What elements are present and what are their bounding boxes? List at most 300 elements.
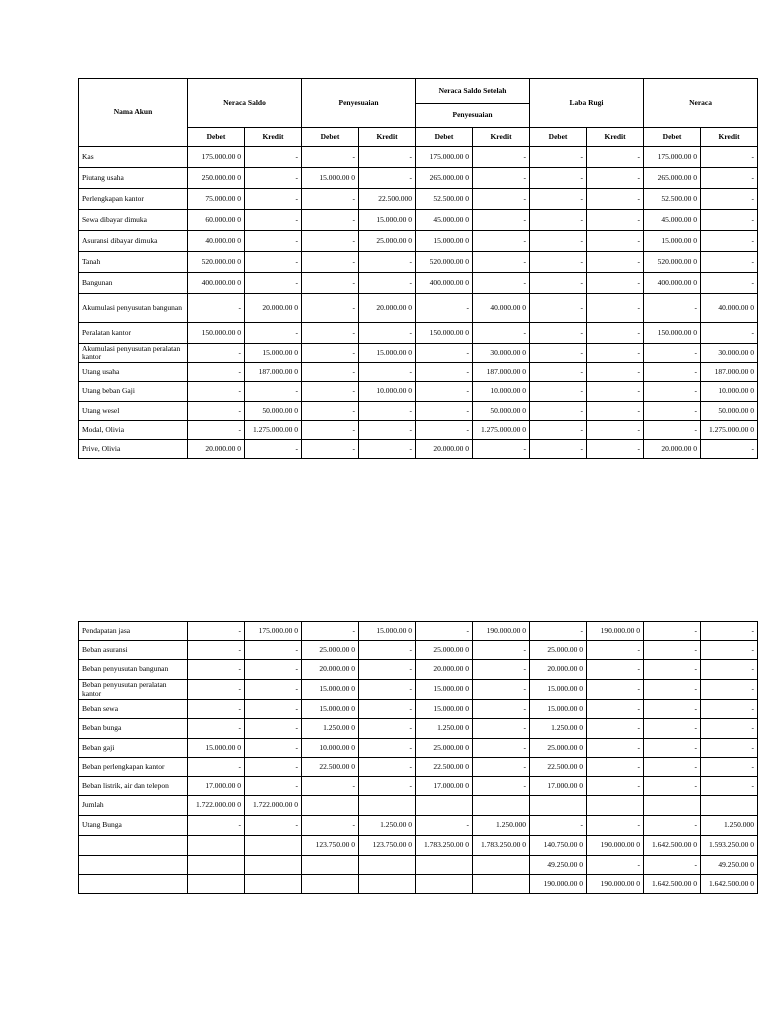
- amount-cell: -: [644, 660, 701, 680]
- amount-cell: -: [473, 252, 530, 273]
- amount-cell: -: [302, 323, 359, 344]
- amount-cell: -: [188, 382, 245, 402]
- amount-cell: -: [302, 252, 359, 273]
- amount-cell: 1.275.000.00 0: [245, 421, 302, 440]
- account-name: Beban gaji: [79, 739, 188, 758]
- amount-cell: -: [473, 777, 530, 796]
- amount-cell: 20.000.00 0: [302, 660, 359, 680]
- amount-cell: -: [245, 660, 302, 680]
- amount-cell: -: [245, 641, 302, 660]
- amount-cell: -: [587, 252, 644, 273]
- amount-cell: -: [701, 680, 758, 700]
- amount-cell: -: [473, 231, 530, 252]
- amount-cell: 123.750.00 0: [359, 836, 416, 856]
- amount-cell: -: [359, 440, 416, 459]
- amount-cell: -: [473, 147, 530, 168]
- amount-cell: -: [359, 363, 416, 382]
- amount-cell: 15.000.00 0: [359, 344, 416, 363]
- amount-cell: -: [587, 382, 644, 402]
- header-debet: Debet: [644, 128, 701, 147]
- amount-cell: -: [644, 719, 701, 739]
- account-name: Akumulasi penyusutan bangunan: [79, 294, 188, 323]
- amount-cell: -: [473, 700, 530, 719]
- amount-cell: -: [302, 622, 359, 641]
- amount-cell: 190.000.00 0: [587, 836, 644, 856]
- amount-cell: -: [188, 816, 245, 836]
- amount-cell: -: [359, 421, 416, 440]
- header-kredit: Kredit: [473, 128, 530, 147]
- account-name: [79, 836, 188, 856]
- account-name: Beban bunga: [79, 719, 188, 739]
- amount-cell: -: [245, 777, 302, 796]
- amount-cell: 250.000.00 0: [188, 168, 245, 189]
- amount-cell: 17.000.00 0: [188, 777, 245, 796]
- amount-cell: 10.000.00 0: [359, 382, 416, 402]
- amount-cell: -: [473, 273, 530, 294]
- amount-cell: 20.000.00 0: [188, 440, 245, 459]
- amount-cell: 60.000.00 0: [188, 210, 245, 231]
- table-row: [79, 660, 758, 680]
- table-row: [79, 777, 758, 796]
- amount-cell: -: [701, 231, 758, 252]
- amount-cell: -: [644, 382, 701, 402]
- amount-cell: -: [473, 440, 530, 459]
- amount-cell: 400.000.00 0: [188, 273, 245, 294]
- amount-cell: -: [701, 147, 758, 168]
- amount-cell: -: [530, 294, 587, 323]
- amount-cell: 175.000.00 0: [644, 147, 701, 168]
- worksheet-table-top: [78, 78, 758, 459]
- amount-cell: 20.000.00 0: [530, 660, 587, 680]
- amount-cell: 15.000.00 0: [359, 210, 416, 231]
- amount-cell: -: [587, 739, 644, 758]
- amount-cell: -: [245, 719, 302, 739]
- amount-cell: -: [359, 168, 416, 189]
- header-neraca-saldo: Neraca Saldo: [188, 79, 302, 128]
- amount-cell: -: [587, 323, 644, 344]
- amount-cell: -: [644, 856, 701, 875]
- amount-cell: -: [245, 382, 302, 402]
- table-row: [79, 231, 758, 252]
- amount-cell: 25.000.00 0: [302, 641, 359, 660]
- amount-cell: [473, 856, 530, 875]
- table-row: [79, 622, 758, 641]
- amount-cell: -: [644, 344, 701, 363]
- amount-cell: 20.000.00 0: [644, 440, 701, 459]
- worksheet-body-bottom: [79, 622, 758, 894]
- header-penyesuaian: Penyesuaian: [302, 79, 416, 128]
- header-debet: Debet: [416, 128, 473, 147]
- account-name: Beban sewa: [79, 700, 188, 719]
- amount-cell: -: [245, 252, 302, 273]
- amount-cell: -: [473, 680, 530, 700]
- amount-cell: 1.275.000.00 0: [701, 421, 758, 440]
- amount-cell: 1.642.500.00 0: [701, 875, 758, 894]
- amount-cell: -: [359, 719, 416, 739]
- header-nss-sub: Penyesuaian: [416, 104, 530, 128]
- amount-cell: -: [245, 231, 302, 252]
- amount-cell: 15.000.00 0: [245, 344, 302, 363]
- header-laba-rugi: Laba Rugi: [530, 79, 644, 128]
- amount-cell: -: [644, 294, 701, 323]
- amount-cell: -: [530, 622, 587, 641]
- amount-cell: 30.000.00 0: [473, 344, 530, 363]
- amount-cell: -: [302, 402, 359, 421]
- amount-cell: 40.000.00 0: [701, 294, 758, 323]
- amount-cell: -: [701, 758, 758, 777]
- amount-cell: -: [701, 252, 758, 273]
- amount-cell: -: [245, 273, 302, 294]
- amount-cell: -: [359, 700, 416, 719]
- amount-cell: -: [359, 252, 416, 273]
- amount-cell: [359, 856, 416, 875]
- amount-cell: -: [302, 294, 359, 323]
- amount-cell: -: [701, 641, 758, 660]
- amount-cell: 15.000.00 0: [416, 680, 473, 700]
- amount-cell: 400.000.00 0: [416, 273, 473, 294]
- amount-cell: -: [359, 758, 416, 777]
- amount-cell: -: [530, 440, 587, 459]
- amount-cell: -: [644, 680, 701, 700]
- amount-cell: -: [530, 210, 587, 231]
- amount-cell: -: [587, 440, 644, 459]
- amount-cell: 49.250.00 0: [530, 856, 587, 875]
- account-name: Pendapatan jasa: [79, 622, 188, 641]
- amount-cell: -: [701, 323, 758, 344]
- table-row: [79, 273, 758, 294]
- amount-cell: -: [530, 382, 587, 402]
- table-row: [79, 796, 758, 816]
- table-row: [79, 210, 758, 231]
- amount-cell: -: [359, 147, 416, 168]
- amount-cell: -: [473, 660, 530, 680]
- amount-cell: -: [587, 660, 644, 680]
- amount-cell: [416, 875, 473, 894]
- header-neraca: Neraca: [644, 79, 758, 128]
- account-name: Utang wesel: [79, 402, 188, 421]
- account-name: [79, 875, 188, 894]
- table-row: [79, 836, 758, 856]
- amount-cell: 190.000.00 0: [473, 622, 530, 641]
- table-row: [79, 252, 758, 273]
- amount-cell: 1.250.00 0: [416, 719, 473, 739]
- table-row: [79, 641, 758, 660]
- table-row: [79, 719, 758, 739]
- amount-cell: [416, 796, 473, 816]
- amount-cell: 15.000.00 0: [359, 622, 416, 641]
- amount-cell: 1.250.00 0: [302, 719, 359, 739]
- amount-cell: [701, 796, 758, 816]
- amount-cell: 1.275.000.00 0: [473, 421, 530, 440]
- amount-cell: 17.000.00 0: [530, 777, 587, 796]
- amount-cell: 187.000.00 0: [245, 363, 302, 382]
- amount-cell: -: [587, 680, 644, 700]
- amount-cell: 265.000.00 0: [416, 168, 473, 189]
- amount-cell: -: [302, 147, 359, 168]
- table-row: [79, 402, 758, 421]
- amount-cell: -: [587, 231, 644, 252]
- amount-cell: -: [701, 739, 758, 758]
- account-name: Perlengkapan kantor: [79, 189, 188, 210]
- amount-cell: [245, 856, 302, 875]
- amount-cell: -: [302, 210, 359, 231]
- amount-cell: -: [587, 363, 644, 382]
- amount-cell: -: [701, 273, 758, 294]
- amount-cell: -: [188, 421, 245, 440]
- amount-cell: -: [473, 210, 530, 231]
- amount-cell: -: [473, 719, 530, 739]
- amount-cell: -: [416, 363, 473, 382]
- amount-cell: -: [245, 210, 302, 231]
- amount-cell: -: [587, 758, 644, 777]
- amount-cell: -: [644, 777, 701, 796]
- amount-cell: 520.000.00 0: [416, 252, 473, 273]
- amount-cell: -: [587, 344, 644, 363]
- amount-cell: -: [644, 363, 701, 382]
- amount-cell: -: [473, 641, 530, 660]
- account-name: Beban penyusutan bangunan: [79, 660, 188, 680]
- amount-cell: 22.500.00 0: [302, 758, 359, 777]
- amount-cell: -: [359, 660, 416, 680]
- account-name: Piutang usaha: [79, 168, 188, 189]
- header-debet: Debet: [188, 128, 245, 147]
- amount-cell: [245, 875, 302, 894]
- amount-cell: -: [302, 231, 359, 252]
- amount-cell: 25.000.00 0: [359, 231, 416, 252]
- amount-cell: 190.000.00 0: [530, 875, 587, 894]
- amount-cell: 10.000.00 0: [302, 739, 359, 758]
- amount-cell: -: [188, 294, 245, 323]
- amount-cell: -: [302, 440, 359, 459]
- table-row: [79, 294, 758, 323]
- amount-cell: -: [587, 294, 644, 323]
- amount-cell: [416, 856, 473, 875]
- amount-cell: -: [644, 622, 701, 641]
- table-row: [79, 344, 758, 363]
- amount-cell: 1.642.500.00 0: [644, 875, 701, 894]
- amount-cell: 400.000.00 0: [644, 273, 701, 294]
- amount-cell: 15.000.00 0: [302, 168, 359, 189]
- amount-cell: [188, 836, 245, 856]
- amount-cell: -: [587, 719, 644, 739]
- amount-cell: -: [530, 147, 587, 168]
- account-name: Akumulasi penyusutan peralatan kantor: [79, 344, 188, 363]
- amount-cell: 520.000.00 0: [188, 252, 245, 273]
- amount-cell: 265.000.00 0: [644, 168, 701, 189]
- amount-cell: -: [530, 344, 587, 363]
- amount-cell: -: [530, 168, 587, 189]
- amount-cell: -: [530, 189, 587, 210]
- account-name: Utang Bunga: [79, 816, 188, 836]
- table-row: [79, 739, 758, 758]
- table-row: [79, 856, 758, 875]
- table-row: [79, 440, 758, 459]
- amount-cell: -: [530, 402, 587, 421]
- amount-cell: -: [530, 252, 587, 273]
- amount-cell: 20.000.00 0: [416, 440, 473, 459]
- amount-cell: 175.000.00 0: [188, 147, 245, 168]
- account-name: Asuransi dibayar dimuka: [79, 231, 188, 252]
- amount-cell: -: [302, 421, 359, 440]
- amount-cell: -: [701, 210, 758, 231]
- amount-cell: 150.000.00 0: [188, 323, 245, 344]
- amount-cell: 1.250.000: [473, 816, 530, 836]
- amount-cell: -: [644, 758, 701, 777]
- table-row: [79, 147, 758, 168]
- amount-cell: 25.000.00 0: [530, 739, 587, 758]
- amount-cell: 25.000.00 0: [416, 641, 473, 660]
- amount-cell: [302, 796, 359, 816]
- amount-cell: -: [245, 168, 302, 189]
- account-name: Modal, Olivia: [79, 421, 188, 440]
- amount-cell: -: [587, 273, 644, 294]
- worksheet-table-bottom: [78, 621, 758, 894]
- amount-cell: -: [530, 273, 587, 294]
- amount-cell: -: [587, 421, 644, 440]
- header-kredit: Kredit: [587, 128, 644, 147]
- amount-cell: 22.500.00 0: [416, 758, 473, 777]
- header-debet: Debet: [530, 128, 587, 147]
- amount-cell: 52.500.00 0: [416, 189, 473, 210]
- amount-cell: -: [245, 440, 302, 459]
- amount-cell: -: [587, 777, 644, 796]
- amount-cell: -: [701, 440, 758, 459]
- amount-cell: [302, 875, 359, 894]
- amount-cell: 20.000.00 0: [416, 660, 473, 680]
- account-name: Bangunan: [79, 273, 188, 294]
- amount-cell: -: [188, 719, 245, 739]
- account-name: Kas: [79, 147, 188, 168]
- amount-cell: -: [587, 189, 644, 210]
- amount-cell: 1.722.000.00 0: [188, 796, 245, 816]
- amount-cell: -: [188, 641, 245, 660]
- amount-cell: -: [587, 210, 644, 231]
- amount-cell: 1.593.250.00 0: [701, 836, 758, 856]
- amount-cell: [359, 875, 416, 894]
- account-name: Peralatan kantor: [79, 323, 188, 344]
- amount-cell: -: [359, 641, 416, 660]
- amount-cell: 175.000.00 0: [416, 147, 473, 168]
- amount-cell: -: [245, 189, 302, 210]
- amount-cell: 1.642.500.00 0: [644, 836, 701, 856]
- amount-cell: 25.000.00 0: [530, 641, 587, 660]
- amount-cell: -: [530, 323, 587, 344]
- amount-cell: 30.000.00 0: [701, 344, 758, 363]
- table-row: [79, 382, 758, 402]
- amount-cell: -: [416, 816, 473, 836]
- amount-cell: 187.000.00 0: [473, 363, 530, 382]
- amount-cell: -: [701, 719, 758, 739]
- amount-cell: -: [644, 641, 701, 660]
- amount-cell: -: [302, 273, 359, 294]
- amount-cell: -: [359, 273, 416, 294]
- amount-cell: -: [245, 680, 302, 700]
- header-nama-akun: Nama Akun: [79, 79, 188, 147]
- table-row: [79, 363, 758, 382]
- amount-cell: 175.000.00 0: [245, 622, 302, 641]
- amount-cell: -: [416, 402, 473, 421]
- amount-cell: [644, 796, 701, 816]
- amount-cell: -: [644, 700, 701, 719]
- amount-cell: 15.000.00 0: [302, 700, 359, 719]
- amount-cell: -: [701, 622, 758, 641]
- amount-cell: -: [416, 344, 473, 363]
- account-name: Beban asuransi: [79, 641, 188, 660]
- amount-cell: 190.000.00 0: [587, 875, 644, 894]
- amount-cell: 187.000.00 0: [701, 363, 758, 382]
- amount-cell: -: [473, 189, 530, 210]
- amount-cell: -: [473, 739, 530, 758]
- amount-cell: -: [644, 402, 701, 421]
- amount-cell: 50.000.00 0: [245, 402, 302, 421]
- amount-cell: -: [245, 323, 302, 344]
- amount-cell: [530, 796, 587, 816]
- table-row: [79, 758, 758, 777]
- amount-cell: -: [359, 739, 416, 758]
- amount-cell: -: [359, 777, 416, 796]
- amount-cell: 15.000.00 0: [644, 231, 701, 252]
- amount-cell: 15.000.00 0: [416, 700, 473, 719]
- amount-cell: -: [530, 421, 587, 440]
- amount-cell: -: [188, 622, 245, 641]
- amount-cell: 45.000.00 0: [416, 210, 473, 231]
- amount-cell: -: [188, 402, 245, 421]
- amount-cell: -: [302, 382, 359, 402]
- amount-cell: -: [416, 382, 473, 402]
- amount-cell: 40.000.00 0: [188, 231, 245, 252]
- amount-cell: 15.000.00 0: [530, 680, 587, 700]
- amount-cell: -: [473, 758, 530, 777]
- amount-cell: -: [473, 323, 530, 344]
- amount-cell: -: [188, 700, 245, 719]
- account-name: Sewa dibayar dimuka: [79, 210, 188, 231]
- amount-cell: -: [587, 641, 644, 660]
- header-debet: Debet: [302, 128, 359, 147]
- header-kredit: Kredit: [245, 128, 302, 147]
- amount-cell: 123.750.00 0: [302, 836, 359, 856]
- amount-cell: -: [644, 816, 701, 836]
- amount-cell: 15.000.00 0: [416, 231, 473, 252]
- amount-cell: -: [416, 421, 473, 440]
- amount-cell: -: [530, 816, 587, 836]
- amount-cell: -: [701, 189, 758, 210]
- amount-cell: -: [644, 739, 701, 758]
- amount-cell: -: [302, 363, 359, 382]
- amount-cell: -: [416, 294, 473, 323]
- account-name: Beban penyusutan peralatan kantor: [79, 680, 188, 700]
- amount-cell: 75.000.00 0: [188, 189, 245, 210]
- amount-cell: [245, 836, 302, 856]
- amount-cell: 49.250.00 0: [701, 856, 758, 875]
- amount-cell: 1.250.00 0: [530, 719, 587, 739]
- amount-cell: 22.500.00 0: [530, 758, 587, 777]
- header-kredit: Kredit: [359, 128, 416, 147]
- amount-cell: [302, 856, 359, 875]
- amount-cell: -: [245, 816, 302, 836]
- amount-cell: -: [701, 168, 758, 189]
- amount-cell: -: [701, 700, 758, 719]
- amount-cell: 1.250.00 0: [359, 816, 416, 836]
- amount-cell: -: [359, 402, 416, 421]
- amount-cell: 190.000.00 0: [587, 622, 644, 641]
- amount-cell: -: [587, 816, 644, 836]
- table-row: [79, 421, 758, 440]
- amount-cell: 1.783.250.00 0: [416, 836, 473, 856]
- account-name: [79, 856, 188, 875]
- amount-cell: -: [245, 758, 302, 777]
- header-nss: Neraca Saldo Setelah: [416, 79, 530, 104]
- account-name: Beban perlengkapan kantor: [79, 758, 188, 777]
